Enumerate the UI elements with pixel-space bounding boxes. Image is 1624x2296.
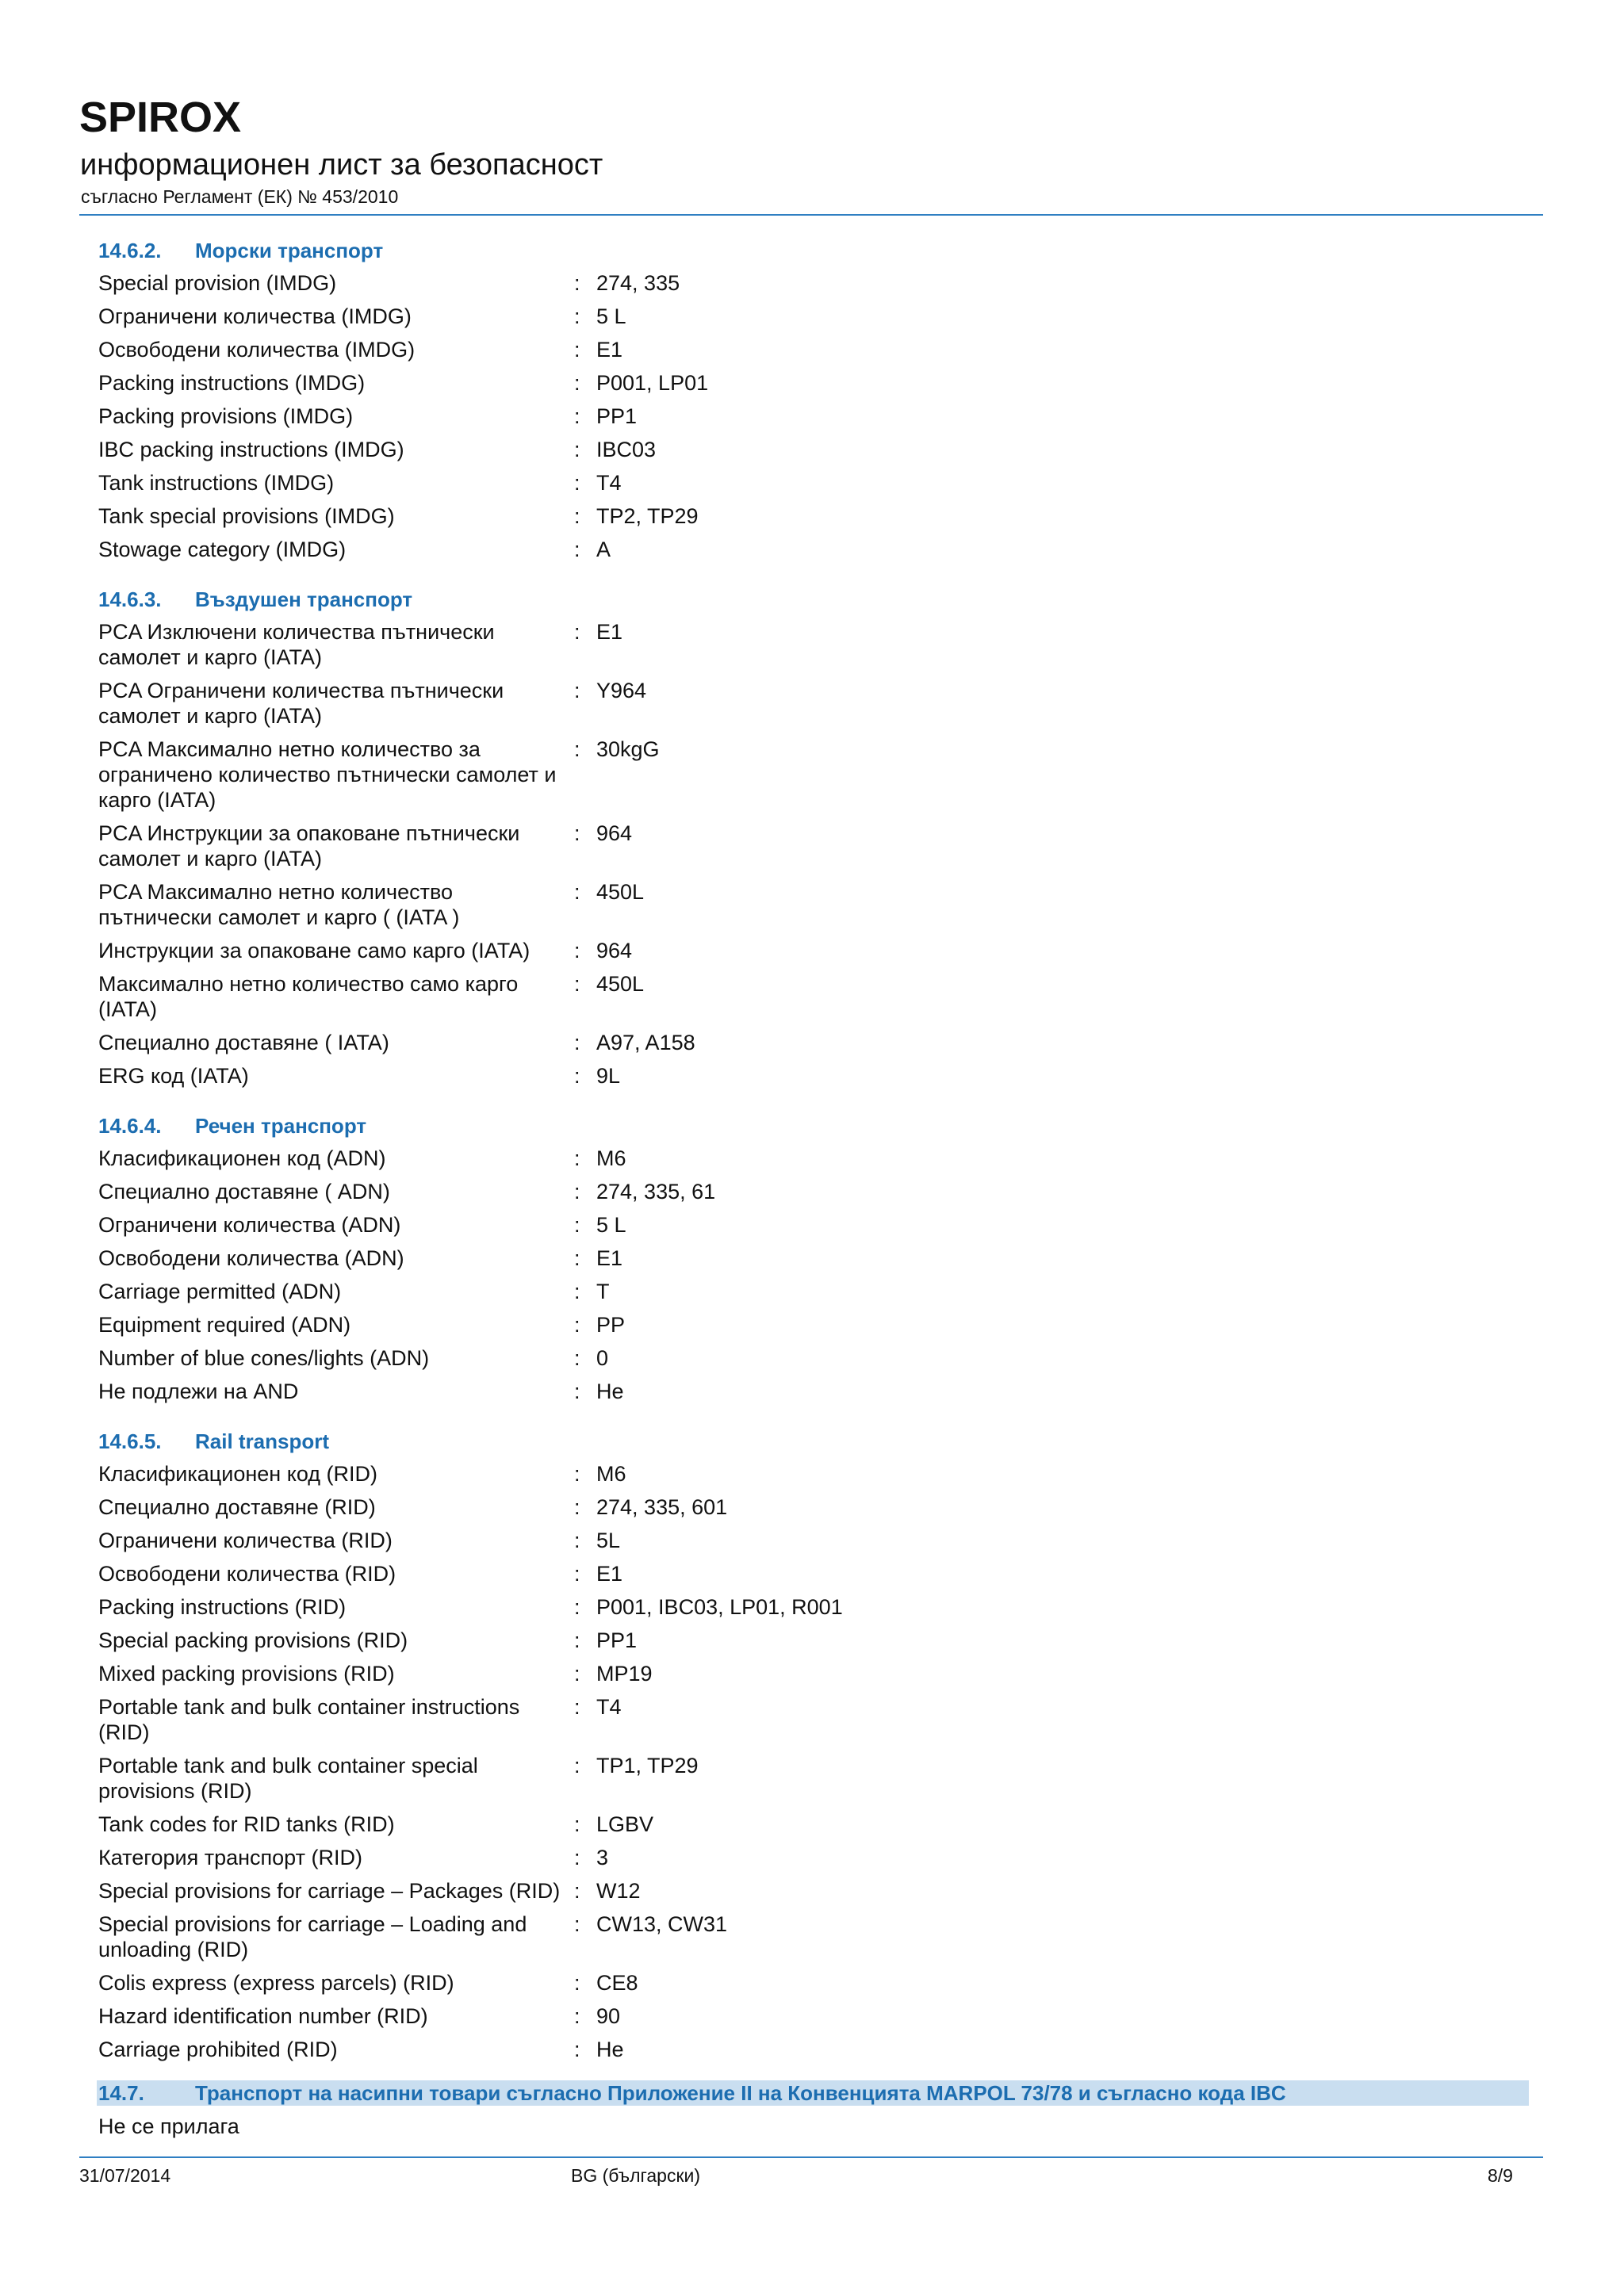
property-value: E1	[596, 1562, 623, 1586]
property-separator: :	[574, 1462, 580, 1486]
property-label: Tank codes for RID tanks (RID)	[98, 1812, 395, 1836]
property-row	[98, 674, 1526, 733]
property-label: Packing instructions (IMDG)	[98, 371, 366, 395]
property-value: T4	[596, 471, 622, 495]
property-separator: :	[574, 1246, 580, 1270]
property-row	[98, 1966, 1526, 1999]
property-row	[98, 1841, 1526, 1874]
property-row	[98, 333, 1526, 366]
property-value: A97, A158	[596, 1031, 695, 1054]
property-row	[98, 1999, 1526, 2033]
section-spacer	[98, 1408, 1526, 1425]
property-value: E1	[596, 1246, 623, 1270]
property-label: Ограничени количества (IMDG)	[98, 304, 412, 328]
property-value: E1	[596, 338, 623, 362]
property-row	[98, 1749, 1526, 1808]
property-separator: :	[574, 972, 580, 996]
property-separator: :	[574, 538, 580, 561]
property-value: 3	[596, 1846, 609, 1869]
property-value: M6	[596, 1146, 626, 1170]
property-value: 450L	[596, 880, 645, 904]
property-row	[98, 266, 1526, 300]
property-separator: :	[574, 371, 580, 395]
section-title: Транспорт на насипни товари съгласно Приложение II на Конвенцията MARPOL 73/78 и съгласно кода IBC	[195, 2081, 1286, 2105]
section-heading	[98, 1110, 1526, 1142]
property-value: T4	[596, 1695, 622, 1719]
property-label: Equipment required (ADN)	[98, 1313, 351, 1337]
property-row	[98, 615, 1526, 674]
property-row	[98, 1657, 1526, 1690]
property-label: Special provisions for carriage – Loading and unloading (RID)	[98, 1912, 527, 1961]
property-value: 964	[596, 939, 633, 962]
property-row	[98, 1375, 1526, 1408]
property-separator: :	[574, 404, 580, 428]
footer-divider	[79, 2156, 1543, 2158]
section-spacer	[98, 566, 1526, 584]
property-row	[98, 400, 1526, 433]
section-14-7-heading	[97, 2080, 1529, 2106]
property-value: PP	[596, 1313, 626, 1337]
property-row	[98, 300, 1526, 333]
property-value: M6	[596, 1462, 626, 1486]
property-label: Категория транспорт (RID)	[98, 1846, 362, 1869]
property-row	[98, 1908, 1526, 1966]
property-separator: :	[574, 880, 580, 904]
property-value: Y964	[596, 679, 647, 702]
property-label: Portable tank and bulk container instructions (RID)	[98, 1695, 520, 1744]
property-row	[98, 1524, 1526, 1557]
property-label: Не подлежи на AND	[98, 1380, 299, 1403]
property-value: 274, 335, 601	[596, 1495, 728, 1519]
section-number: 14.7.	[98, 2081, 144, 2105]
property-label: ERG код (IATA)	[98, 1064, 249, 1088]
property-separator: :	[574, 1313, 580, 1337]
property-separator: :	[574, 1662, 580, 1686]
property-separator: :	[574, 1562, 580, 1586]
property-row	[98, 967, 1526, 1026]
property-label: Stowage category (IMDG)	[98, 538, 347, 561]
property-separator: :	[574, 2038, 580, 2061]
property-label: Portable tank and bulk container special provisions (RID)	[98, 1754, 478, 1803]
property-separator: :	[574, 1064, 580, 1088]
footer-page-number: 8/9	[1488, 2165, 1513, 2186]
property-separator: :	[574, 1380, 580, 1403]
property-label: Ограничени количества (RID)	[98, 1529, 393, 1552]
property-value: 450L	[596, 972, 645, 996]
property-label: Carriage prohibited (RID)	[98, 2038, 338, 2061]
property-label: Освободени количества (ADN)	[98, 1246, 404, 1270]
property-value: E1	[596, 620, 623, 644]
property-separator: :	[574, 1812, 580, 1836]
section-title: Речен транспорт	[195, 1114, 367, 1138]
property-label: Special provisions for carriage – Packages (RID)	[98, 1879, 561, 1903]
property-separator: :	[574, 620, 580, 644]
property-row	[98, 1175, 1526, 1208]
section-spacer	[98, 1093, 1526, 1110]
property-row	[98, 817, 1526, 875]
property-value: 274, 335	[596, 271, 680, 295]
property-value: TP2, TP29	[596, 504, 699, 528]
property-row	[98, 2033, 1526, 2066]
property-row	[98, 1059, 1526, 1093]
property-value: 5 L	[596, 304, 626, 328]
property-row	[98, 1142, 1526, 1175]
property-value: PP1	[596, 404, 638, 428]
property-label: Освободени количества (IMDG)	[98, 338, 416, 362]
property-row	[98, 1308, 1526, 1341]
property-value: 274, 335, 61	[596, 1180, 716, 1203]
property-row	[98, 366, 1526, 400]
property-row	[98, 1208, 1526, 1242]
property-row	[98, 1690, 1526, 1749]
section-title: Въздушен транспорт	[195, 587, 413, 611]
section-title: Морски транспорт	[195, 239, 384, 262]
footer-language: BG (български)	[571, 2165, 701, 2186]
property-separator: :	[574, 679, 580, 702]
property-value: TP1, TP29	[596, 1754, 699, 1777]
property-label: PCA Изключени количества пътнически самолет и карго (IATA)	[98, 620, 495, 669]
property-label: Mixed packing provisions (RID)	[98, 1662, 395, 1686]
property-label: Hazard identification number (RID)	[98, 2004, 428, 2028]
property-row	[98, 1275, 1526, 1308]
property-label: PCA Ограничени количества пътнически самолет и карго (IATA)	[98, 679, 504, 728]
property-separator: :	[574, 2004, 580, 2028]
property-separator: :	[574, 1628, 580, 1652]
property-separator: :	[574, 1213, 580, 1237]
property-row	[98, 1808, 1526, 1841]
property-label: Carriage permitted (ADN)	[98, 1280, 342, 1303]
property-label: IBC packing instructions (IMDG)	[98, 438, 404, 461]
property-separator: :	[574, 1754, 580, 1777]
property-row	[98, 466, 1526, 499]
property-value: CW13, CW31	[596, 1912, 728, 1936]
section-14-7-text: Не се прилага	[98, 2114, 239, 2138]
property-label: Специално доставяне (RID)	[98, 1495, 376, 1519]
property-separator: :	[574, 1846, 580, 1869]
property-label: PCA Максимално нетно количество за ограничено количество пътнически самолет и карго (IATA)	[98, 737, 557, 812]
property-separator: :	[574, 271, 580, 295]
property-label: Специално доставяне ( IATA)	[98, 1031, 389, 1054]
section-heading	[98, 235, 1526, 266]
section-number: 14.6.5.	[98, 1429, 162, 1453]
property-label: Класификационен код (ADN)	[98, 1146, 386, 1170]
property-value: W12	[596, 1879, 641, 1903]
property-label: Класификационен код (RID)	[98, 1462, 377, 1486]
document-body	[98, 235, 1526, 2139]
property-separator: :	[574, 338, 580, 362]
property-separator: :	[574, 1280, 580, 1303]
property-label: Специално доставяне ( ADN)	[98, 1180, 390, 1203]
property-value: P001, IBC03, LP01, R001	[596, 1595, 843, 1619]
property-separator: :	[574, 1695, 580, 1719]
property-value: T	[596, 1280, 610, 1303]
document-type: информационен лист за безопасност	[80, 148, 603, 182]
property-row	[98, 533, 1526, 566]
property-separator: :	[574, 1146, 580, 1170]
property-separator: :	[574, 737, 580, 761]
property-value: A	[596, 538, 611, 561]
property-value: 90	[596, 2004, 621, 2028]
property-row	[98, 1341, 1526, 1375]
property-row	[98, 1557, 1526, 1590]
property-value: IBC03	[596, 438, 657, 461]
property-value: 5 L	[596, 1213, 626, 1237]
property-row	[98, 1624, 1526, 1657]
property-label: Packing instructions (RID)	[98, 1595, 347, 1619]
property-label: Number of blue cones/lights (ADN)	[98, 1346, 430, 1370]
property-label: Tank special provisions (IMDG)	[98, 504, 395, 528]
property-separator: :	[574, 438, 580, 461]
property-row	[98, 499, 1526, 533]
property-row	[98, 934, 1526, 967]
property-row	[98, 1874, 1526, 1908]
property-label: Tank instructions (IMDG)	[98, 471, 335, 495]
property-value: P001, LP01	[596, 371, 709, 395]
property-value: CE8	[596, 1971, 638, 1995]
property-separator: :	[574, 1879, 580, 1903]
property-value: 9L	[596, 1064, 621, 1088]
header-divider	[79, 214, 1543, 216]
property-separator: :	[574, 939, 580, 962]
property-value: Не	[596, 1380, 624, 1403]
section-number: 14.6.4.	[98, 1114, 162, 1138]
property-value: Не	[596, 2038, 624, 2061]
property-separator: :	[574, 1912, 580, 1936]
property-separator: :	[574, 304, 580, 328]
property-row	[98, 433, 1526, 466]
property-label: PCA Инструкции за опаковане пътнически самолет и карго (IATA)	[98, 821, 520, 871]
property-label: Освободени количества (RID)	[98, 1562, 396, 1586]
property-separator: :	[574, 1495, 580, 1519]
regulation-reference: съгласно Регламент (ЕК) № 453/2010	[81, 186, 399, 207]
property-label: Инструкции за опаковане само карго (IATA)	[98, 939, 530, 962]
section-number: 14.6.2.	[98, 239, 162, 262]
property-separator: :	[574, 1595, 580, 1619]
property-separator: :	[574, 1180, 580, 1203]
property-separator: :	[574, 821, 580, 845]
property-row	[98, 1490, 1526, 1524]
property-row	[98, 1242, 1526, 1275]
property-label: Special provision (IMDG)	[98, 271, 337, 295]
property-value: LGBV	[596, 1812, 654, 1836]
property-value: 5L	[596, 1529, 621, 1552]
property-separator: :	[574, 1971, 580, 1995]
property-separator: :	[574, 1031, 580, 1054]
property-separator: :	[574, 504, 580, 528]
property-label: Colis express (express parcels) (RID)	[98, 1971, 454, 1995]
property-separator: :	[574, 1529, 580, 1552]
property-value: MP19	[596, 1662, 653, 1686]
property-value: 30kgG	[596, 737, 660, 761]
property-row	[98, 1026, 1526, 1059]
property-row	[98, 1457, 1526, 1490]
section-number: 14.6.3.	[98, 587, 162, 611]
section-title: Rail transport	[195, 1429, 330, 1453]
property-value: PP1	[596, 1628, 638, 1652]
property-separator: :	[574, 471, 580, 495]
property-row	[98, 875, 1526, 934]
property-label: Special packing provisions (RID)	[98, 1628, 408, 1652]
property-value: 0	[596, 1346, 609, 1370]
section-heading	[98, 584, 1526, 615]
footer-date: 31/07/2014	[79, 2165, 171, 2186]
property-value: 964	[596, 821, 633, 845]
property-label: Ограничени количества (ADN)	[98, 1213, 401, 1237]
property-label: Packing provisions (IMDG)	[98, 404, 354, 428]
property-label: Максимално нетно количество само карго (IATA)	[98, 972, 519, 1021]
property-row	[98, 1590, 1526, 1624]
section-heading	[98, 1425, 1526, 1457]
property-row	[98, 733, 1526, 817]
property-separator: :	[574, 1346, 580, 1370]
product-name: SPIROX	[79, 94, 242, 141]
property-label: PCA Максимално нетно количество пътнически самолет и карго ( (IATA )	[98, 880, 460, 929]
